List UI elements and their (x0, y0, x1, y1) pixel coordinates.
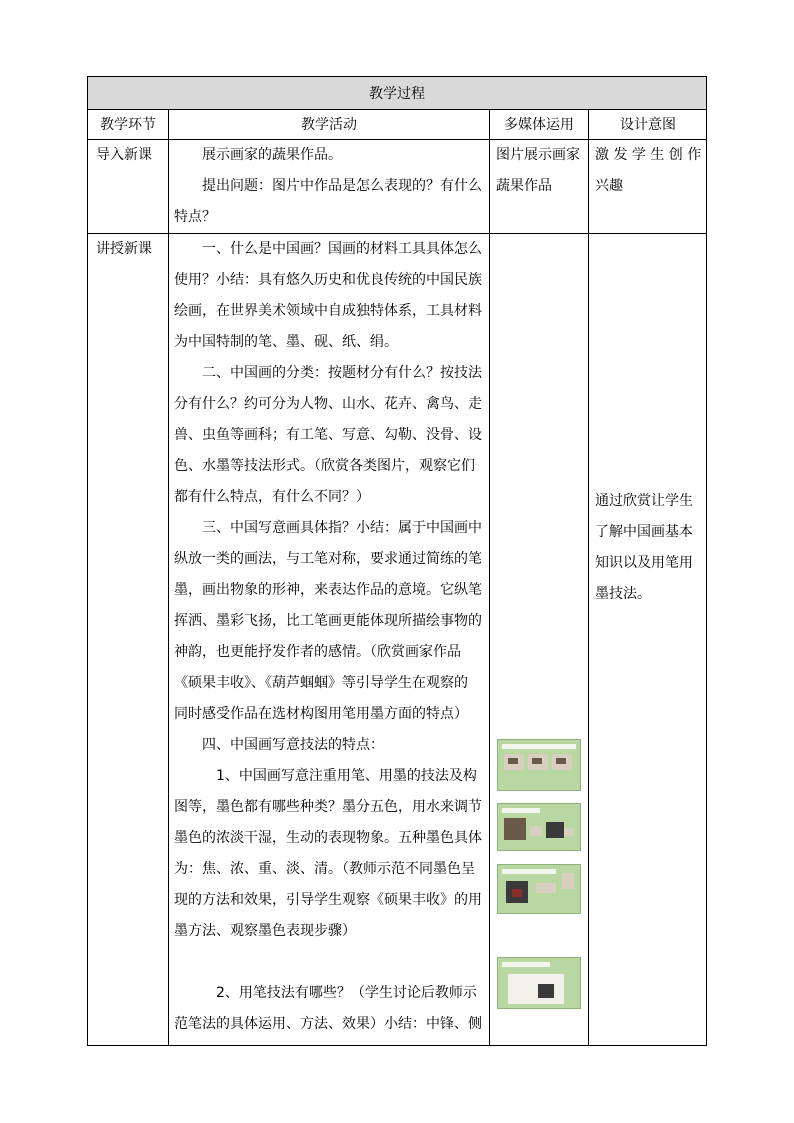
intent-line: 通过欣赏让学生 (595, 493, 693, 509)
activity-line: 特点？ (174, 209, 216, 225)
row2-stage: 讲授新课 (96, 241, 152, 257)
activity-line (174, 947, 482, 978)
intent-line: 激 发 学 生 创 作 (595, 147, 702, 163)
header-stage: 教学环节 (100, 117, 156, 133)
intent-line: 知识以及用笔用 (595, 555, 693, 571)
header-intent: 设计意图 (620, 117, 676, 133)
activity-line: 墨色的浓淡干湿，生动的表现物象。五种墨色具体 (174, 830, 482, 846)
row1-intent (595, 140, 701, 202)
row1-stage: 导入新课 (96, 147, 152, 163)
activity-line: 提出问题：图片中作品是怎么表现的？有什么 (202, 178, 482, 194)
activity-line: 都有什么特点，有什么不同？） (174, 489, 370, 505)
row1-media (496, 140, 584, 202)
activity-line: 2、用笔技法有哪些？（学生讨论后教师示 (216, 985, 477, 1001)
header-activity: 教学活动 (301, 117, 357, 133)
column-divider (588, 109, 589, 1045)
activity-line: 展示画家的蔬果作品。 (202, 147, 342, 163)
slide-thumbnail (497, 739, 581, 791)
slide-thumbnail (497, 864, 581, 914)
activity-line: 神韵，也更能抒发作者的感情。（欣赏画家作品 (174, 644, 461, 660)
row1-activity (174, 140, 482, 233)
activity-line: 兽、虫鱼等画科；有工笔、写意、勾勒、没骨、设 (174, 427, 482, 443)
table-title: 教学过程 (88, 77, 706, 109)
activity-line: 使用？小结：具有悠久历史和优良传统的中国民族 (174, 272, 482, 288)
intent-line: 兴趣 (595, 178, 623, 194)
activity-line: 色、水墨等技法形式。（欣赏各类图片，观察它们 (174, 458, 475, 474)
activity-line: 图等，墨色都有哪些种类？墨分五色，用水来调节 (174, 799, 482, 815)
activity-line: 墨，画出物象的形神，来表达作品的意境。它纵笔 (174, 582, 482, 598)
intent-line: 墨技法。 (595, 586, 651, 602)
activity-line: 三、中国写意画具体指？小结：属于中国画中 (202, 520, 482, 536)
media-line: 图片展示画家 (496, 147, 580, 163)
activity-line: 挥洒、墨彩飞扬，比工笔画更能体现所描绘事物的 (174, 613, 482, 629)
row2-intent (595, 486, 701, 610)
intent-line: 了解中国画基本 (595, 524, 693, 540)
activity-line: 绘画，在世界美术领域中自成独特体系，工具材料 (174, 303, 482, 319)
activity-line: 现的方法和效果，引导学生观察《硕果丰收》的用 (174, 892, 482, 908)
header-media: 多媒体运用 (504, 117, 574, 133)
activity-line: 《硕果丰收》、《葫芦蝈蝈》等引导学生在观察的 (174, 675, 468, 691)
slide-thumbnail (497, 803, 581, 851)
media-line: 蔬果作品 (496, 178, 552, 194)
activity-line: 一、什么是中国画？国画的材料工具具体怎么 (202, 241, 482, 257)
column-divider (489, 109, 490, 1045)
activity-line: 为中国特制的笔、墨、砚、纸、绢。 (174, 334, 398, 350)
row2-activity (174, 234, 482, 1040)
activity-line: 1、中国画写意注重用笔、用墨的技法及构 (216, 768, 477, 784)
activity-line: 分有什么？约可分为人物、山水、花卉、禽鸟、走 (174, 396, 482, 412)
activity-line: 同时感受作品在选材构图用笔用墨方面的特点） (174, 706, 468, 722)
activity-line: 范笔法的具体运用、方法、效果）小结：中锋、侧 (174, 1016, 482, 1032)
activity-line: 四、中国画写意技法的特点： (202, 737, 384, 753)
teaching-process-table (87, 76, 707, 1046)
activity-line: 纵放一类的画法，与工笔对称，要求通过简练的笔 (174, 551, 482, 567)
column-divider (168, 109, 169, 1045)
activity-line: 二、中国画的分类：按题材分有什么？按技法 (202, 365, 482, 381)
activity-line: 为：焦、浓、重、淡、清。（教师示范不同墨色呈 (174, 861, 475, 877)
slide-thumbnail (497, 957, 581, 1009)
activity-line: 墨方法、观察墨色表现步骤） (174, 923, 356, 939)
